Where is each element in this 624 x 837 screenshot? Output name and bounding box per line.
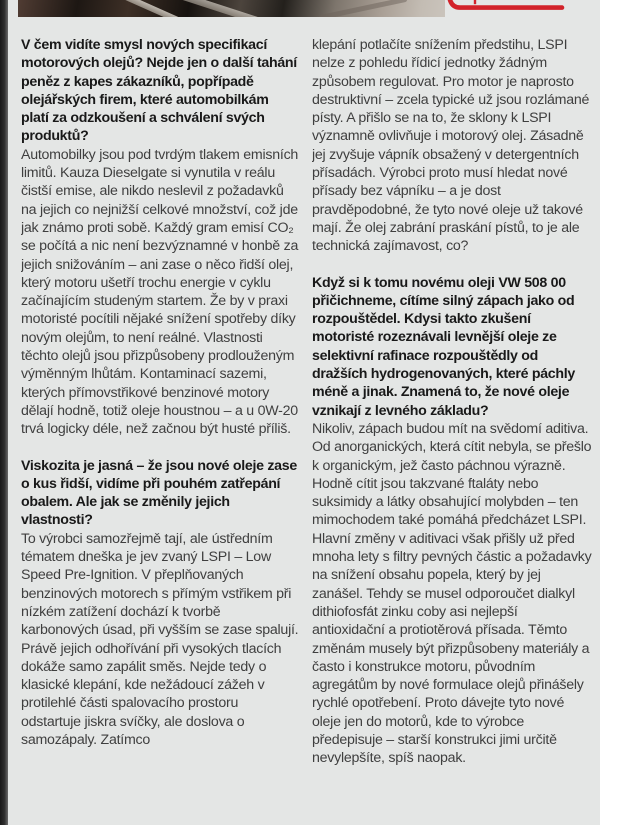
red-curve-line-icon (444, 0, 570, 16)
interview-answer: klepání potlačíte snížením předstihu, LSPI nelze z pohledu řídicí jednotky žádným způsobem regulovat. Pro motor je naprosto destruktivní – zcela typické už jsou rozlámané písty. A přišlo se na to, že sklony k LSPI významně ovlivňuje i motorový olej. Zásadně jej zvyšuje vápník obsažený v detergentních přísadách. Výrobci proto musí hledat nové přísady bez vápníku – a je dost pravděpodobné, že tyto nové oleje už takové mají. Že olej zabrání praskání pístů, to je ale technická zajímavost, co? (312, 37, 590, 255)
header-photo-crop (18, 0, 445, 17)
interview-answer: Automobilky jsou pod tvrdým tlakem emisních limitů. Kauza Dieselgate si vynutila v reálu čistší emise, ale nikdo neslevil z požadavků na jejich co nejnižší celkové množství, což jde jak známo proti sobě. Každý gram emisí CO₂ se počítá a nic není bezvýznamné v honbě za jejich snižováním – ani zase o něco řidší olej, který motoru ušetří trochu energie v cyklu začínajícím studeným startem. Že by v praxi motoristé pocítili nějaké snížení spotřeby díky novým olejům, to není reálné. Vlastnosti těchto olejů jsou přizpůsobeny prodlouženým výměnným lhůtám. Kontaminací sazemi, kterých přímovstřikové benzinové motory dělají hodně, totiž oleje houstnou – a u 0W-20 trvá logicky déle, než začnou být husté příliš. (21, 146, 299, 438)
interview-answer: To výrobci samozřejmě tají, ale ústředním tématem dneška je jev zvaný LSPI – Low Speed Pre-Ignition. V přeplňovaných benzinových motorech s přímým vstřikem při nízkém zatížení dochází k tvorbě karbonových úsad, při vyšším se zase spalují. Právě jejich odhořívání při vysokých tlacích dokáže samo zapálit směs. Nejde tedy o klasické klepání, kde nežádoucí zážeh v protilehlé části spalovacího prostoru odstartuje jiskra svíčky, ale doslova o samozápaly. Zatímco (21, 530, 299, 748)
page-spine-bar (0, 0, 8, 825)
interview-question: Viskozita je jasná – že jsou nové oleje zase o kus řidší, vidíme při pouhém zatřepání obalem. Ale jak se změnily jejich vlastnosti? (21, 457, 297, 529)
interview-answer: Nikoliv, zápach budou mít na svědomí aditiva. Od anorganických, která cítit nebyla, se přešlo k organickým, jež často páchnou výrazně. Hodně cítit jsou takzvané ftaláty nebo suksimidy a látky obsahující molybden – ten mimochodem také pomáhá předcházet LSPI. Hlavní změny v aditivaci však přišly už před mnoha lety s filtry pevných částic a požadavky na snížení obsahu popela, který by jej zanášel. Tehdy se musel odporoučet dialkyl dithiofosfát zinku coby asi nejlepší antioxidační a protiotěrová přísada. Těmto změnám musely být přizpůsobeny materiály a často i konstrukce motoru, původním agregátům by nové formulace olejů přinášely rychlé opotřebení. Proto dávejte tyto nové oleje jen do motorů, kde to výrobce předepisuje – starší konstrukci jimi určitě nevylepšíte, spíš naopak. (312, 420, 592, 767)
photo-shadow-streak (318, 0, 407, 17)
photo-highlight-streak (70, 0, 182, 17)
interview-question: Když si k tomu novému oleji VW 508 00 přičichneme, cítíme silný zápach jako od rozpouštědel. Kdysi takto zkušení motoristé rozeznávali levnější oleje ze selektivní rafinace rozpouštědly od dražších hydrogenovaných, které páchly méně a jinak. Znamená to, že nové oleje vznikají z levného základu? (312, 274, 575, 419)
interview-question: V čem vidíte smysl nových specifikací motorových olejů? Nejde jen o další tahání peněz z kapes zákazníků, popřípadě olejářských firem, které automobilkám platí za odzkoušení a schválení svých produktů? (21, 37, 297, 145)
article-column-left (21, 36, 299, 818)
article-column-right (312, 36, 593, 818)
